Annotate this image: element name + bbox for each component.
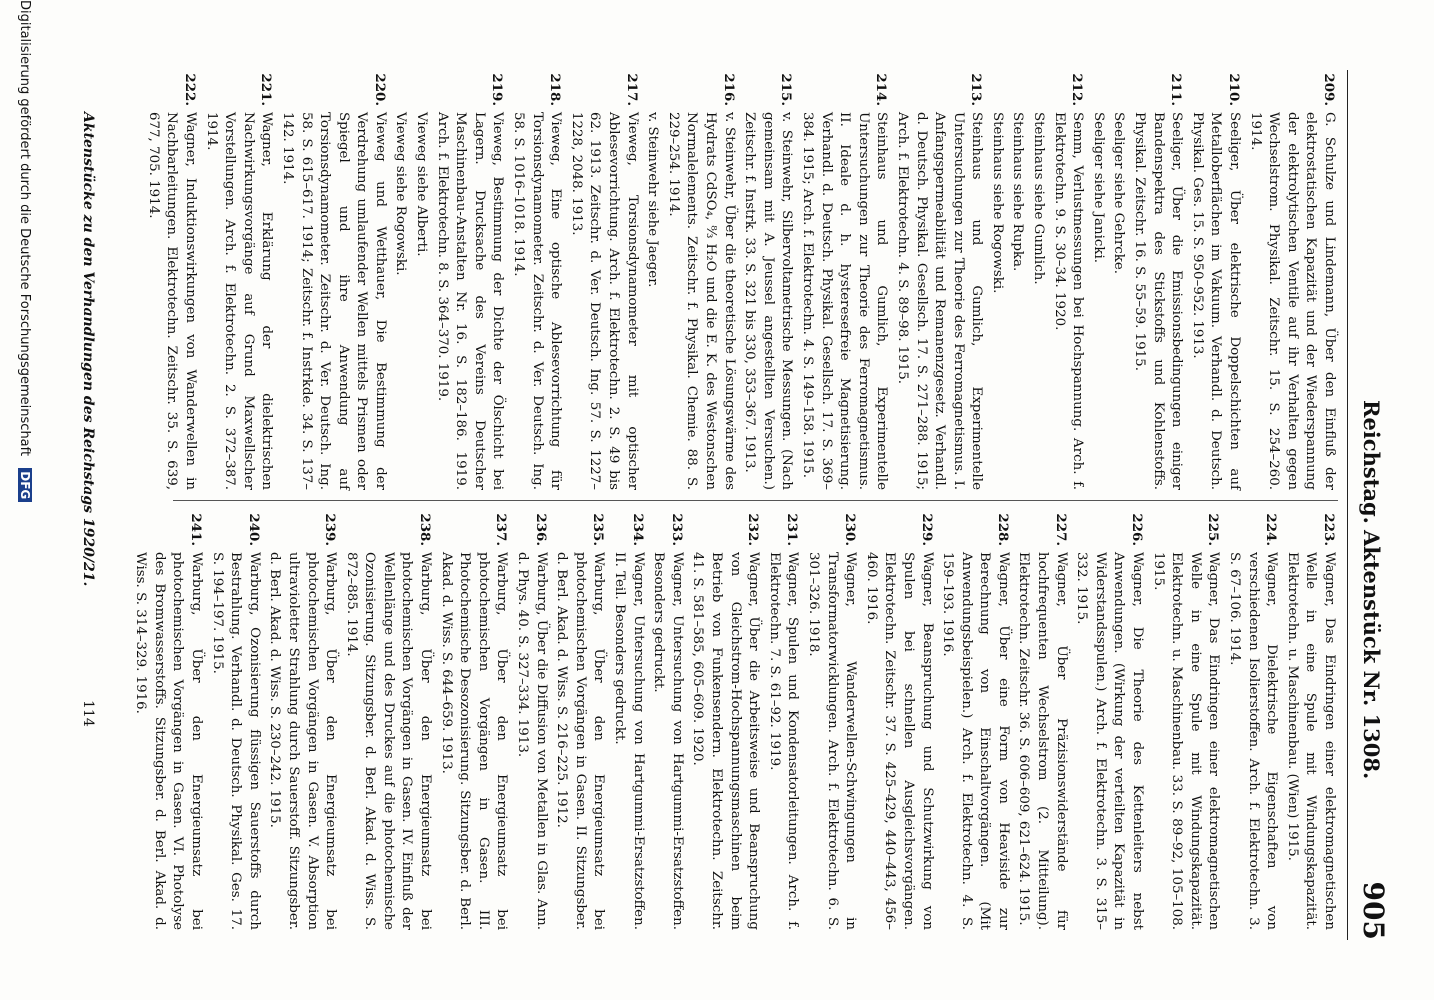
entry-number: 231.: [784, 513, 801, 546]
entry-text: Warburg, Über den Energieumsatz bei photochemischen Vorgängen in Gasen. III. Photochemische Desozonisierung. Sitzungsber. d. Berl. Akad. d. Wiss. S. 644–659. 1913.: [438, 552, 510, 930]
bibliography-entry: [688, 510, 762, 930]
entry-text: Wagner, Das Eindringen einer elektromagnetischen Welle in eine Spule mit Windungskapazität. Elektrotechn. u. Maschinenbau. 33. S. 89–92, 105–108. 1915.: [1150, 552, 1222, 930]
entry-number: 235.: [590, 513, 607, 546]
entry-number: 240.: [245, 513, 262, 546]
entry-number: 238.: [417, 513, 434, 546]
entry-number: 223.: [1321, 513, 1337, 546]
entry-text: Steinhaus siehe Gumlich.: [1031, 112, 1047, 285]
bibliography-entry: [508, 70, 564, 490]
entry-number: 228.: [994, 513, 1011, 546]
entry-text: Warburg, Über den Energieumsatz bei photochemischen Vorgängen in Gasen. VI. Photolyse des Bromwasserstoffs. Sitzungsber. d. Berl. Akad. d. Wiss. S. 314–329. 1916.: [133, 552, 204, 930]
entry-number: 226.: [1129, 513, 1146, 546]
entry-text: Wagner, Beanspruchung und Schutzwirkung von Spulen bei schnellen Ausgleichsvorgängen. Elektrotechn. Zeitschr. 37. S. 425–429, 440–443, 456–460. 1916.: [863, 552, 935, 930]
entry-text: Warburg, Über den Energieumsatz bei photochemischen Vorgängen in Gasen. IV. Einfluß der Wellenlänge und des Druckes auf die photochemische Ozonisierung. Sitzungsber. d. Berl. Akad. d. Wiss. S. 872–885. 1914.: [343, 552, 434, 930]
bibliography-entry: [1049, 70, 1086, 490]
entry-number: 225.: [1205, 513, 1222, 546]
entry-text: Seeliger, Über die Emissionsbedingungen einiger Bandenspektra des Stickstoffs und Kohlenstoffs. Physikal. Zeitschr. 16. S. 55–59. 1915.: [1132, 112, 1185, 490]
entry-number: 234.: [629, 513, 646, 546]
entry-text: Steinhaus siehe Rupka.: [1010, 112, 1026, 272]
header-page-number: 905: [1357, 881, 1390, 940]
entry-text: Seeliger siehe Janicki.: [1090, 112, 1106, 264]
column-divider: [173, 500, 1338, 501]
bibliography-entry: [1008, 70, 1027, 490]
left-column: [141, 70, 1338, 490]
entry-text: v. Steinwehr siehe Jaeger.: [645, 112, 661, 288]
bibliography-entry: [1148, 510, 1222, 930]
bibliography-entry: [1129, 70, 1185, 490]
entry-number: 239.: [322, 513, 339, 546]
entry-number: 216.: [720, 73, 737, 106]
bibliography-entry: [1245, 70, 1338, 490]
bibliography-entry: [201, 70, 275, 490]
entry-text: Wagner, Über die Arbeitsweise und Beanspruchung von Gleichstrom-Hochspannungsmaschinen beim Betrieb von Funkensendern. Elektrotechn. Zeitschr. 41. S. 581–585, 605–609. 1920.: [690, 552, 762, 930]
entry-number: 227.: [1052, 513, 1069, 546]
header-aktenstueck: Aktenstück Nr. 1308.: [1359, 530, 1384, 780]
entry-number: 214.: [873, 73, 890, 106]
bibliography-entry: [412, 70, 431, 490]
bibliography-entry: [643, 70, 662, 490]
entry-number: 230.: [842, 513, 859, 546]
entry-text: v. Steinwehr, Über die theoretische Lösungswärme des Hydrats CdSO₄, ⁸⁄₃ H₂O und die E. K. des Westonschen Normalelements. Zeitschr. f. Physikal. Chemie. 88. S. 229–254. 1914.: [665, 112, 737, 490]
entry-text: Vieweg und Wetthauer, Die Bestimmung der Verdrehung umlaufender Wellen mittels Prismen oder Spiegel und ihre Anwendung auf Torsionsdynamometer. Zeitschr. d. Ver. Deutsch. Ing. 58. S. 615–617. 1914; Zeitschr. f. Instrkde. 34. S. 137–142. 1914.: [279, 112, 388, 490]
bibliography-entry: [207, 510, 263, 930]
entry-number: 217.: [623, 73, 640, 106]
entry-text: Wagner, Über Präzisionswiderstände für hochfrequenten Wechselstrom (2. Mitteilung). Elektrotechn. Zeitschr. 36. S. 606–609, 621–624. 1915.: [1016, 552, 1069, 930]
entry-text: G. Schulze und Lindemann, Über den Einfluß der elektrostatischen Kapazität und der Wiederspannung der elektrolytischen Ventile auf ihr Verhalten gegen Wechselstrom. Physikal. Zeitschr. 15. S. 254–260. 1914.: [1247, 112, 1337, 490]
entry-number: 222.: [181, 73, 198, 106]
bibliography-entry: [436, 510, 510, 930]
entry-number: 229.: [918, 513, 935, 546]
entry-text: Vieweg siehe Rogowski.: [393, 112, 409, 276]
dfg-logo: DFG: [18, 468, 32, 502]
entry-text: Warburg, Über den Energieumsatz bei photochemischen Vorgängen in Gasen. V. Absorption ultravioletter Strahlung durch Sauerstoff. Sitzungsber. d. Berl. Akad. d. Wiss. S. 230–242. 1915.: [267, 552, 339, 930]
bibliography-entry: [391, 70, 410, 490]
entry-number: 220.: [371, 73, 388, 106]
entry-text: Wagner, Induktionswirkungen von Wanderwellen in Nachbarleitungen. Elektrotechn. Zeitschr. 35. S. 639, 677, 705. 1914.: [145, 112, 198, 490]
entry-number: 233.: [668, 513, 685, 546]
entry-text: Wagner, Über eine Form von Heaviside zur Berechnung von Einschaltvorgängen. (Mit Anwendungsbeispielen.) Arch. f. Elektrotechn. 4. S. 159–193. 1916.: [940, 552, 1011, 930]
entry-text: Wagner, Untersuchung von Hartgummi-Ersatzstoffen. Besonders gedruckt.: [651, 552, 685, 930]
entry-text: Wagner, Das Eindringen einer elektromagnetischen Welle in eine Spule mit Windungskapazität. Elektrotechn. u. Maschinenbau. (Wien) 1915.: [1284, 552, 1337, 930]
bibliography-entry: [277, 70, 389, 490]
footer-page-number: 114: [80, 700, 96, 727]
entry-text: Seeliger siehe Gehrcke.: [1111, 112, 1127, 275]
entry-number: 210.: [1226, 73, 1243, 106]
entry-number: 221.: [258, 73, 275, 106]
entry-number: 211.: [1168, 73, 1185, 106]
entry-text: Wagner, Untersuchung von Hartgummi-Ersatzstoffen. II. Teil. Besonders gedruckt.: [612, 552, 646, 930]
entry-number: 218.: [547, 73, 564, 106]
bibliography-entry: [938, 510, 1012, 930]
entry-text: Warburg, Über die Diffusion von Metallen in Glas. Ann. d. Phys. 40. S. 327–334. 1913.: [515, 552, 549, 930]
entry-number: 219.: [489, 73, 506, 106]
bibliography-entry: [131, 510, 205, 930]
entry-text: Vieweg, Bestimmung der Dichte der Ölschicht bei Lagern. Drucksache des Vereins Deutscher Maschinenbau-Anstalten Nr. 16. S. 182–186. 1919. Arch. f. Elektrotechn. 8. S. 364–370. 1919.: [434, 112, 506, 490]
entry-number: 209.: [1321, 73, 1337, 106]
digitization-text: Digitalisierung gefördert durch die Deutsche Forschungsgemeinschaft: [17, 0, 32, 457]
bibliography-entry: [432, 70, 506, 490]
bibliography-entry: [663, 70, 737, 490]
bibliography-entry: [1014, 510, 1070, 930]
entry-text: Seeliger, Über elektrische Doppelschichten auf Metalloberflächen im Vakuum. Verhandl. d. Deutsch. Physikal. Ges. 15. S. 950–952. 1913.: [1189, 112, 1243, 490]
entry-text: v. Steinwehr, Silbervoltametrische Messungen. (Nach gemeinsam mit A. Jeussel angestellten Versuchen.) Zeitschr. f. Instrk. 33. S. 321 bis 330, 353–367. 1913.: [742, 112, 795, 490]
entry-number: 224.: [1263, 513, 1280, 546]
entry-text: Vieweg, Torsionsdynamometer mit optischer Ablesevorrichtung. Arch. f. Elektrotechn. 2. S. 49 bis 62. 1913. Zeitschr. d. Ver. Deutsch. Ing. 57. S. 1227–1228, 2048. 1913.: [568, 112, 640, 490]
entry-number: 237.: [493, 513, 510, 546]
entry-text: Wagner, Dielektrische Eigenschaften von verschiedenen Isolierstoffen. Arch. f. Elektrotechn. 3. S. 67–106. 1914.: [1227, 552, 1280, 930]
entry-text: Steinhaus siehe Rogowski.: [989, 112, 1005, 294]
entry-number: 236.: [532, 513, 549, 546]
entry-text: Vieweg, Eine optische Ablesevorrichtung für Torsionsdynamometer. Zeitschr. d. Ver. Deutsch. Ing. 58. S. 1016–1018. 1914.: [511, 112, 564, 490]
bibliography-entry: [861, 510, 935, 930]
bibliography-entry: [341, 510, 434, 930]
entry-text: Wagner, Spulen und Kondensatorleitungen. Arch. f. Elektrotechn. 7. S. 61–92. 1919.: [766, 552, 801, 930]
bibliography-entry: [1187, 70, 1243, 490]
page-header: [1350, 70, 1390, 940]
bibliography-entry: [1088, 70, 1107, 490]
entry-text: Vieweg siehe Alberti.: [414, 112, 430, 257]
bibliography-entry: [1109, 70, 1128, 490]
entry-number: 215.: [778, 73, 795, 106]
entry-number: 241.: [187, 513, 204, 546]
header-rule: [1347, 70, 1348, 940]
bibliography-entry: [803, 510, 859, 930]
bibliography-entry: [987, 70, 1006, 490]
bibliography-entry: [512, 510, 549, 930]
bibliography-entry: [265, 510, 339, 930]
entry-number: 232.: [745, 513, 762, 546]
entry-text: Steinhaus und Gumlich, Experimentelle Untersuchungen zur Theorie des Ferromagnetismus. II. Ideale d. h. hysteresefreie Magnetisierung. Verhandl. d. Deutsch. Physikal. Gesellsch. 17. S. 369–384. 1915; Arch. f. Elektrotechn. 4. S. 149–158. 1915.: [799, 112, 890, 490]
right-column: [129, 510, 1338, 930]
entry-text: Wagner, Die Theorie des Kettenleiters nebst Anwendungen. (Wirkung der verteilten Kapazität in Widerstandsspulen.) Arch. f. Elektrotechn. 3. S. 315–332. 1915.: [1074, 552, 1146, 930]
entry-text: Wagner, Wanderwellen-Schwingungen in Transformatorwicklungen. Arch. f. Elektrotechn. 6. S. 301–326. 1918.: [805, 552, 859, 930]
bibliography-entry: [1224, 510, 1280, 930]
digitization-note: [8, 0, 32, 1000]
bibliography-entry: [764, 510, 801, 930]
bibliography-entry: [566, 70, 640, 490]
entry-number: 213.: [968, 73, 985, 106]
bibliography-entry: [740, 70, 796, 490]
bibliography-entry: [1029, 70, 1048, 490]
header-reichstag: Reichstag.: [1359, 400, 1384, 524]
entry-text: Semm, Verlustmessungen bei Hochspannung. Arch. f. Elektrotechn. 9. S. 30–34. 1920.: [1051, 112, 1086, 490]
bibliography-entry: [143, 70, 199, 490]
bibliography-entry: [1282, 510, 1338, 930]
bibliography-entry: [552, 510, 608, 930]
bibliography-entry: [797, 70, 890, 490]
entry-number: 212.: [1069, 73, 1086, 106]
entry-text: Warburg, Über den Energieumsatz bei photochemischen Vorgängen in Gasen. II. Sitzungsber. d. Berl. Akad. d. Wiss. S. 216–225. 1912.: [554, 552, 607, 930]
bibliography-entry: [1072, 510, 1146, 930]
entry-text: Warburg, Ozonisierung flüssigen Sauerstoffs durch Bestrahlung. Verhandl. d. Deutsch. Physikal. Ges. 17. S. 194–197. 1915.: [209, 552, 262, 930]
footer-text: Aktenstücke zu den Verhandlungen des Reichstags 1920/21.: [80, 112, 96, 587]
entry-text: Steinhaus und Gumlich, Experimentelle Untersuchungen zur Theorie des Ferromagnetismus. I. Anfangspermeabilität und Remanenzgesetz. Verhandl. d. Deutsch. Physikal. Gesellsch. 17. S. 271–288. 1915; Arch. f. Elektrotechn. 4. S. 89–98. 1915.: [894, 112, 985, 490]
entry-text: Wagner, Erklärung der dielektrischen Nachwirkungsvorgänge auf Grund Maxwellscher Vorstellungen. Arch. f. Elektrotechn. 2. S. 372–387. 1914.: [203, 112, 275, 490]
bibliography-entry: [649, 510, 686, 930]
bibliography-entry: [892, 70, 985, 490]
bibliography-entry: [609, 510, 646, 930]
